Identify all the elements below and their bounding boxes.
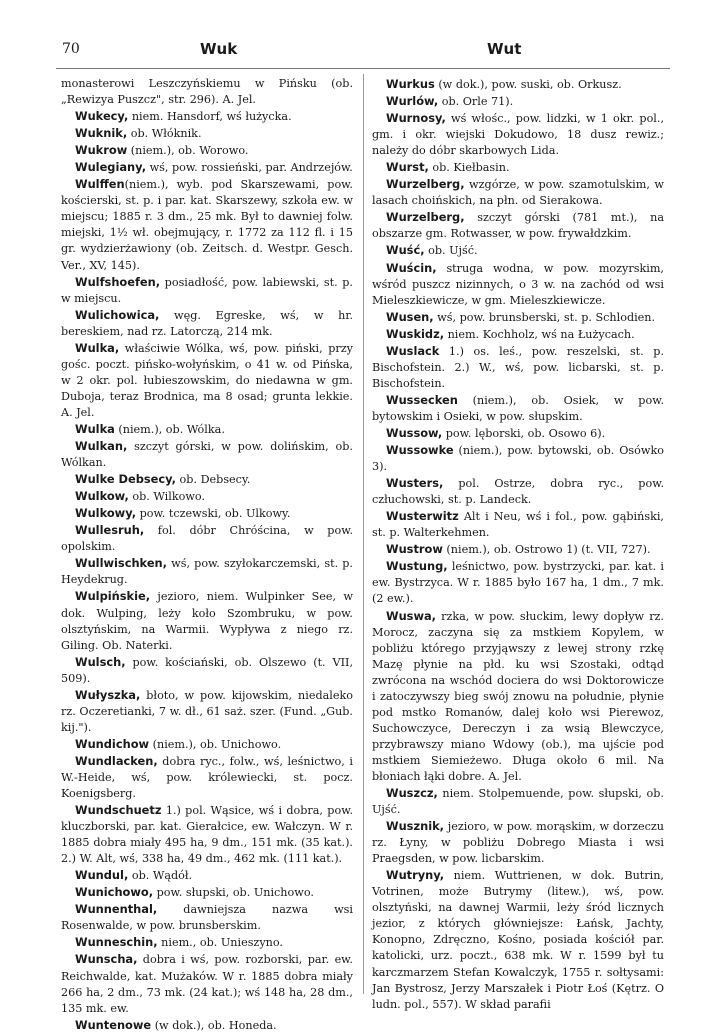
entry-headword: Wussowke bbox=[386, 443, 454, 458]
entry-text: (niem.), ob. Osiek, w pow. bytowskim i Osieki, w pow. słupskim. bbox=[372, 393, 664, 423]
entry-text: pow. słupski, ob. Unichowo. bbox=[153, 886, 314, 900]
entry-text: (niem.), ob. Ostrowo 1) (t. VII, 727). bbox=[442, 543, 651, 557]
entry-headword: Wullwischken, bbox=[75, 556, 167, 571]
dictionary-entry bbox=[61, 555, 353, 588]
entry-text: wś włośc., pow. lidzki, w 1 okr. pol., gm. i okr. wiejski Dokudowo, 18 dusz rewiz.; należy do dóbr skarbowych Lida. bbox=[372, 112, 664, 158]
entry-headword: Wulkow, bbox=[75, 489, 129, 504]
entry-text: rzka, w pow. słuckim, lewy dopływ rz. Morocz, zaczyna się za mstkiem Kopylem, w pobliżu którego przyjąwszy z lewej strony rzkę Mazę płynie na płd. ku wsi Szostaki, odtąd zwrócona na wschód dociera do wsi Doktorowicze i zatoczywszy bieg swój znowu na południe, płynie pod mstko Romanów, dalej koło wsi Pierewoz, Suchowczyce, Dereczyn i za wsią Blewczyce, przybrawszy miano Wdowy (ob.), ma ujście pod mstkiem Siemieżewo. Długa około 6 mil. Na błoniach łąki dobre. A. Jel. bbox=[372, 609, 664, 783]
dictionary-entry bbox=[61, 340, 353, 421]
entry-text: pow. lęborski, ob. Osowo 6). bbox=[442, 426, 606, 440]
entry-headword: Wunneschin, bbox=[75, 935, 158, 950]
dictionary-entry bbox=[372, 93, 664, 110]
entry-text: 1.) pol. Wąsice, wś i dobra, pow. kluczborski, par. kat. Gierałcice, ew. Wałczyn. W r. 1885 dobra miały 495 ha, 9 dm., 151 mk. (35 kat.). 2.) W. Alt, wś, 338 ha, 49 dm., 462 mk. (111 kat.). bbox=[61, 804, 353, 866]
dictionary-entry bbox=[61, 736, 353, 753]
entry-headword: Wuścin, bbox=[386, 260, 437, 275]
entry-headword: Wurst, bbox=[386, 160, 429, 175]
entry-text: (w dok.), pow. suski, ob. Orkusz. bbox=[434, 78, 622, 91]
dictionary-entry bbox=[372, 785, 664, 818]
dictionary-entry bbox=[372, 541, 664, 558]
entry-headword: Wunscha, bbox=[75, 952, 138, 967]
entry-text: szczyt górski (781 mt.), na obszarze gm. Rotwasser, w pow. frywałdzkim. bbox=[372, 211, 664, 241]
entry-text: właściwie Wólka, wś, pow. piński, przy gośc. poczt. pińsko-wołyńskim, o 41 w. od Pińska, w 2 okr. pol. łubieszowskim, do niedawna w gm. Duboja, teraz Brodnica, ma 8 osad; grunta lekkie. A. Jel. bbox=[61, 341, 353, 419]
entry-text: wzgórze, w pow. szamotulskim, w lasach choińskich, na płn. od Sierakowa. bbox=[372, 178, 664, 208]
entry-text: jezioro, niem. Wulpinker See, w dok. Wulping, leży koło Szombruku, w pow. olsztyńskim, na Warmii. Wypływa z niego rz. Giling. Ob. Naterki. bbox=[61, 590, 353, 652]
entry-text: ob. Orle 71). bbox=[438, 95, 514, 109]
entry-headword: Wunnenthal, bbox=[75, 902, 158, 917]
entry-text: wś, pow. szyłokarczemski, st. p. Heydekrug. bbox=[61, 557, 353, 587]
entry-headword: Wuslack bbox=[386, 343, 440, 358]
dictionary-entry bbox=[372, 326, 664, 343]
entry-headword: Wukrow bbox=[75, 143, 128, 158]
entry-text: dobra ryc., folw., wś, leśnictwo, i W.-Heide, wś, pow. królewiecki, st. pocz. Koenigsberg. bbox=[61, 754, 353, 801]
column-divider bbox=[363, 74, 364, 994]
entry-text: ob. Włóknik. bbox=[127, 127, 202, 141]
entry-headword: Wulkowy, bbox=[75, 506, 137, 521]
entry-text: pow. kościański, ob. Olszewo (t. VII, 509). bbox=[61, 655, 353, 685]
dictionary-entry bbox=[372, 110, 664, 159]
entry-headword: Wukecy, bbox=[75, 109, 129, 124]
entry-headword: Wulka, bbox=[75, 340, 120, 355]
entry-text: posiadłość, pow. labiewski, st. p. w miejscu. bbox=[61, 275, 353, 305]
entry-text: jezioro, w pow. morąskim, w dorzeczu rz. Łyny, w pobliżu Dobrego Miasta i wsi Praegsden, w pow. licbarskim. bbox=[372, 820, 664, 866]
entry-headword: Wulffen bbox=[75, 177, 125, 192]
dictionary-entry bbox=[61, 934, 353, 951]
entry-headword: Wutryny, bbox=[386, 868, 445, 883]
dictionary-entry bbox=[372, 209, 664, 242]
dictionary-entry bbox=[61, 901, 353, 934]
dictionary-entry bbox=[61, 307, 353, 340]
dictionary-entry bbox=[372, 508, 664, 541]
page-number: 70 bbox=[62, 41, 80, 57]
dictionary-entry bbox=[61, 76, 353, 108]
entry-headword: Wurnosy, bbox=[386, 111, 446, 126]
entry-text: ob. Ujść. bbox=[424, 244, 478, 258]
dictionary-entry bbox=[372, 392, 664, 425]
entry-headword: Wulke Debsecy, bbox=[75, 472, 176, 487]
entry-headword: Wulegiany, bbox=[75, 160, 147, 175]
entry-text: niem. Stolpemuende, pow. słupski, ob. Ujść. bbox=[372, 787, 664, 817]
entry-headword: Wulpińskie, bbox=[75, 589, 151, 604]
dictionary-entry bbox=[61, 884, 353, 901]
dictionary-entry bbox=[61, 654, 353, 687]
entry-text: (niem.), wyb. pod Skarszewami, pow. kościerski, st. p. i par. kat. Skarszewy, szkoła ew. w miejscu; 1885 r. 3 dm., 25 mk. Był to dawniej folw. miejski, 1½ wł. obejmujący, r. 1772 za 112 fl. i 15 gr. wydzierżawiony (ob. Zeitsch. d. Westpr. Gesch. Ver., XV, 145). bbox=[61, 178, 353, 272]
dictionary-entry bbox=[61, 505, 353, 522]
dictionary-entry bbox=[61, 274, 353, 307]
dictionary-entry bbox=[372, 176, 664, 209]
right-column bbox=[372, 76, 664, 1013]
dictionary-entry bbox=[61, 588, 353, 653]
dictionary-entry bbox=[61, 867, 353, 884]
entry-headword: Wulsch, bbox=[75, 654, 126, 669]
dictionary-entry bbox=[372, 260, 664, 309]
dictionary-entry bbox=[372, 76, 664, 93]
left-column bbox=[61, 76, 353, 1034]
dictionary-entry bbox=[372, 608, 664, 786]
entry-text: wś, pow. brunsberski, st. p. Schlodien. bbox=[433, 310, 656, 324]
entry-headword: Wunichowo, bbox=[75, 885, 154, 900]
entry-headword: Wustrow bbox=[386, 542, 443, 557]
dictionary-entry bbox=[61, 471, 353, 488]
entry-text: ob. Wilkowo. bbox=[128, 490, 206, 504]
entry-text: fol. dóbr Chróścina, w pow. opolskim. bbox=[61, 524, 353, 554]
dictionary-entry bbox=[61, 488, 353, 505]
entry-headword: Wusterwitz bbox=[386, 509, 459, 524]
entry-headword: Wusters, bbox=[386, 476, 444, 491]
entry-text: szczyt górski, w pow. dolińskim, ob. Wólkan. bbox=[61, 440, 353, 470]
entry-headword: Wullesruh, bbox=[75, 523, 145, 538]
dictionary-entry bbox=[372, 867, 664, 1012]
dictionary-entry bbox=[372, 159, 664, 176]
entry-headword: Wulichowica, bbox=[75, 307, 160, 322]
dictionary-entry bbox=[61, 1017, 353, 1034]
entry-text: (w dok.), ob. Honeda. bbox=[151, 1018, 277, 1032]
dictionary-entry bbox=[61, 951, 353, 1016]
running-head-right: Wut bbox=[487, 40, 522, 58]
entry-headword: Wuswa, bbox=[386, 608, 436, 623]
entry-text: niem. Hansdorf, wś łużycka. bbox=[128, 110, 292, 124]
dictionary-entry bbox=[61, 438, 353, 471]
entry-headword: Wurkus bbox=[386, 77, 435, 91]
dictionary-entry bbox=[372, 475, 664, 508]
entry-text: monasterowi Leszczyńskiemu w Pińsku (ob. „Rewizya Puszcz", str. 296). A. Jel. bbox=[61, 77, 353, 107]
entry-headword: Wulfshoefen, bbox=[75, 274, 161, 289]
entry-headword: Wuknik, bbox=[75, 126, 128, 141]
dictionary-entry bbox=[61, 753, 353, 802]
entry-text: (niem.), ob. Unichowo. bbox=[149, 737, 282, 751]
dictionary-entry bbox=[372, 242, 664, 259]
entry-text: 1.) os. leś., pow. reszelski, st. p. Bischofstein. 2.) W., wś, pow. licbarski, st. p. Bischofstein. bbox=[372, 344, 664, 390]
entry-text: węg. Egreske, wś, w hr. bereskiem, nad rz. Latorczą, 214 mk. bbox=[61, 308, 353, 338]
dictionary-entry bbox=[372, 309, 664, 326]
entry-text: pol. Ostrze, dobra ryc., pow. człuchowski, st. p. Landeck. bbox=[372, 477, 664, 507]
entry-text: struga wodna, w pow. mozyrskim, wśród puszcz nizinnych, o 3 w. na zachód od wsi Mieleszkiewicze, w gm. Mieleszkiewicze. bbox=[372, 261, 664, 307]
entry-headword: Wundul, bbox=[75, 868, 129, 883]
entry-headword: Wurzelberg, bbox=[386, 177, 465, 192]
dictionary-entry bbox=[61, 125, 353, 142]
dictionary-entry bbox=[61, 142, 353, 159]
entry-headword: Wusznik, bbox=[386, 819, 444, 834]
entry-headword: Wuskidz, bbox=[386, 326, 445, 341]
dictionary-entry bbox=[372, 442, 664, 475]
entry-headword: Wundschuetz bbox=[75, 803, 162, 818]
entry-text: niem., ob. Unieszyno. bbox=[157, 936, 283, 950]
entry-headword: Wusen, bbox=[386, 309, 434, 324]
entry-headword: Wustung, bbox=[386, 559, 448, 574]
entry-headword: Wurzelberg, bbox=[386, 210, 465, 225]
dictionary-entry bbox=[372, 425, 664, 442]
entry-text: niem. Wuttrienen, w dok. Butrin, Votrinen, może Butrymy (litew.), wś, pow. olsztyński, na dawnej Warmii, leży śród licznych jezior, z których główniejsze: Łańsk, Jachty, Konopno, Zdręczno, Kośno, posiada kościół par. katolicki, urz. poczt., 638 mk. W r. 1599 był tu karczmarzem Stefan Kowalczyk, 1755 r. sołtysami: Jan Bystrosz, Jerzy Marszałek i Piotr Łoś (Kętrz. O ludn. pol., 557). W skład parafii bbox=[372, 869, 664, 1011]
entry-headword: Wussow, bbox=[386, 425, 443, 440]
entry-text: (niem.), pow. bytowski, ob. Osówko 3). bbox=[372, 444, 664, 474]
entry-text: ob. Kiełbasin. bbox=[428, 161, 510, 175]
dictionary-entry bbox=[372, 818, 664, 867]
entry-text: (niem.), ob. Worowo. bbox=[127, 144, 249, 158]
entry-text: leśnictwo, pow. bystrzycki, par. kat. i ew. Bystrzyca. W r. 1885 było 167 ha, 1 dm., 7 mk. (2 ew.). bbox=[372, 560, 664, 606]
dictionary-entry bbox=[61, 176, 353, 273]
entry-headword: Wulkan, bbox=[75, 439, 128, 454]
entry-text: ob. Wądół. bbox=[128, 869, 193, 883]
entry-text: dobra i wś, pow. rozborski, par. ew. Reichwalde, kat. Mużaków. W r. 1885 dobra miały 266 ha, 2 dm., 73 mk. (24 kat.); wś 148 ha, 28 dm., 135 mk. ew. bbox=[61, 953, 353, 1015]
dictionary-entry bbox=[61, 421, 353, 438]
running-head-left: Wuk bbox=[200, 40, 238, 58]
entry-headword: Wuntenowe bbox=[75, 1017, 152, 1032]
entry-headword: Wulka bbox=[75, 421, 115, 436]
entry-text: (niem.), ob. Wólka. bbox=[114, 422, 225, 436]
entry-headword: Wuść, bbox=[386, 243, 425, 258]
dictionary-entry bbox=[61, 159, 353, 176]
entry-text: pow. tczewski, ob. Ulkowy. bbox=[136, 507, 291, 521]
entry-text: niem. Kochholz, wś na Łużycach. bbox=[444, 327, 635, 341]
entry-text: Alt i Neu, wś i fol., pow. gąbiński, st. p. Walterkehmen. bbox=[372, 510, 664, 540]
entry-headword: Wurlów, bbox=[386, 94, 439, 109]
dictionary-entry bbox=[61, 522, 353, 555]
dictionary-entry bbox=[61, 802, 353, 867]
dictionary-entry bbox=[61, 687, 353, 736]
entry-text: wś, pow. rossieński, par. Andrzejów. bbox=[146, 161, 353, 175]
dictionary-entry bbox=[61, 108, 353, 125]
entry-headword: Wułyszka, bbox=[75, 687, 141, 702]
entry-text: dawniejsza nazwa wsi Rosenwalde, w pow. brunsberskim. bbox=[61, 903, 353, 933]
entry-headword: Wuszcz, bbox=[386, 786, 438, 801]
entry-headword: Wussecken bbox=[386, 392, 458, 407]
entry-headword: Wundichow bbox=[75, 736, 150, 751]
entry-text: ob. Debsecy. bbox=[176, 473, 251, 487]
entry-headword: Wundlacken, bbox=[75, 753, 158, 768]
header-rule bbox=[56, 68, 670, 69]
entry-text: błoto, w pow. kijowskim, niedaleko rz. Oczeretianki, 7 w. dł., 61 saż. szer. (Fund. „Gub. kij."). bbox=[61, 688, 353, 734]
dictionary-entry bbox=[372, 343, 664, 392]
dictionary-entry bbox=[372, 558, 664, 607]
